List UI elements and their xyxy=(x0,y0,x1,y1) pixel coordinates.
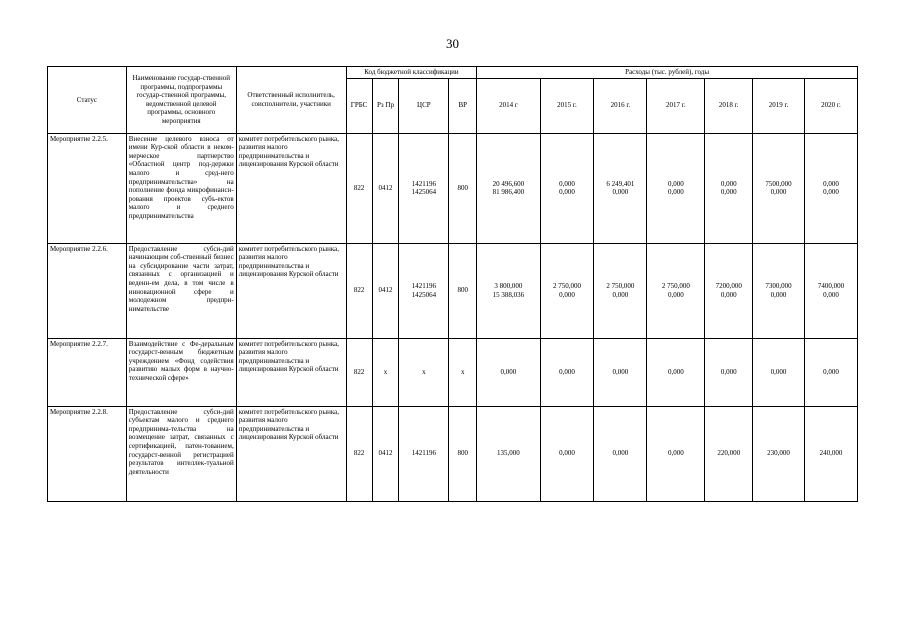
header-csr: ЦСР xyxy=(399,78,449,133)
value-2014: 20 496,600 81 986,400 xyxy=(477,133,540,243)
status-cell: Мероприятие 2.2.5. xyxy=(48,133,127,243)
header-year-2020: 2020 г. xyxy=(804,78,857,133)
header-rzpr: Рз Пр xyxy=(372,78,399,133)
table-row xyxy=(48,243,858,338)
page-number: 30 xyxy=(446,36,459,51)
value-2019: 7300,000 0,000 xyxy=(753,243,805,338)
value-2019: 0,000 xyxy=(753,338,805,406)
value-2019: 7500,000 0,000 xyxy=(753,133,805,243)
status-cell: Мероприятие 2.2.7. xyxy=(48,338,127,406)
grbs-cell: 822 xyxy=(346,406,372,501)
executor-cell: комитет потребительского рынка, развития малого предпринимательства и лицензирования Курской области xyxy=(236,338,346,406)
value-2020: 0,000 0,000 xyxy=(804,133,857,243)
value-2018: 7200,000 0,000 xyxy=(705,243,753,338)
value-2016: 0,000 xyxy=(594,406,647,501)
name-cell: Взаимодействие с Фе-деральным государст-венным бюджетным учреждением «Фонд содействия развитию малых форм в научно-технической сфере» xyxy=(126,338,236,406)
header-name: Наименование государ-ственной программы, подпрограммы государ-ственной программы, ведомственной целевой программы, основного мероприятия xyxy=(126,67,236,134)
header-vr: ВР xyxy=(449,78,477,133)
value-2017: 0,000 xyxy=(647,338,705,406)
name-cell: Предоставление субси-дий начинающим соб-ственный бизнес на субсидирование части затрат, связанных с организацией и веденн-ем дела, в том числе в инновационной сфере и молодежном предпри-нимательстве xyxy=(126,243,236,338)
value-2015: 2 750,000 0,000 xyxy=(540,243,594,338)
vr-cell: 800 xyxy=(449,133,477,243)
value-2018: 0,000 0,000 xyxy=(705,133,753,243)
header-year-2018: 2018 г. xyxy=(705,78,753,133)
header-expenses: Расходы (тыс. рублей), годы xyxy=(477,67,858,79)
name-cell: Предоставление субси-дий субъектам малого и среднего предпринима-тельства на возмещение затрат, связанных с сертификацией, патен-тованием, государст-венной регистрацией результатов интеллек-туальной деятельности xyxy=(126,406,236,501)
status-cell: Мероприятие 2.2.6. xyxy=(48,243,127,338)
grbs-cell: 822 xyxy=(346,133,372,243)
header-year-2014: 2014 г xyxy=(477,78,540,133)
value-2015: 0,000 xyxy=(540,406,594,501)
grbs-cell: 822 xyxy=(346,243,372,338)
rzpr-cell: 0412 xyxy=(372,133,399,243)
table-row xyxy=(48,406,858,501)
budget-table xyxy=(47,66,858,502)
header-grbs: ГРБС xyxy=(346,78,372,133)
value-2016: 2 750,000 0,000 xyxy=(594,243,647,338)
header-year-2017: 2017 г. xyxy=(647,78,705,133)
value-2015: 0,000 xyxy=(540,338,594,406)
value-2017: 0,000 xyxy=(647,406,705,501)
executor-cell: комитет потребительского рынка, развития малого предпринимательства и лицензирования Курской области xyxy=(236,133,346,243)
csr-cell: 1421196 1425064 xyxy=(399,243,449,338)
csr-cell: 1421196 xyxy=(399,406,449,501)
header-budget-code: Код бюджетной классификации xyxy=(346,67,477,79)
rzpr-cell: 0412 xyxy=(372,243,399,338)
header-year-2015: 2015 г. xyxy=(540,78,594,133)
value-2016: 6 249,401 0,000 xyxy=(594,133,647,243)
vr-cell: х xyxy=(449,338,477,406)
csr-cell: х xyxy=(399,338,449,406)
csr-cell: 1421196 1425064 xyxy=(399,133,449,243)
status-cell: Мероприятие 2.2.8. xyxy=(48,406,127,501)
header-executor: Ответственный исполнитель, соисполнители, участники xyxy=(236,67,346,134)
table-row xyxy=(48,338,858,406)
executor-cell: комитет потребительского рынка, развития малого предпринимательства и лицензирования Курской области xyxy=(236,243,346,338)
header-year-2019: 2019 г. xyxy=(753,78,805,133)
header-status: Статус xyxy=(48,67,127,134)
rzpr-cell: 0412 xyxy=(372,406,399,501)
value-2020: 7400,000 0,000 xyxy=(804,243,857,338)
vr-cell: 800 xyxy=(449,406,477,501)
value-2015: 0,000 0,000 xyxy=(540,133,594,243)
executor-cell: комитет потребительского рынка, развития малого предпринимательства и лицензирования Курской области xyxy=(236,406,346,501)
value-2017: 0,000 0,000 xyxy=(647,133,705,243)
value-2019: 230,000 xyxy=(753,406,805,501)
grbs-cell: 822 xyxy=(346,338,372,406)
value-2020: 240,000 xyxy=(804,406,857,501)
vr-cell: 800 xyxy=(449,243,477,338)
table-row xyxy=(48,133,858,243)
value-2018: 0,000 xyxy=(705,338,753,406)
value-2020: 0,000 xyxy=(804,338,857,406)
value-2016: 0,000 xyxy=(594,338,647,406)
value-2017: 2 750,000 0,000 xyxy=(647,243,705,338)
name-cell: Внесение целевого взноса от имени Кур-ской области в неком-мерческое партнерство «Областной центр под-держки малого и сред-него предпринимательства» на пополнение фонда микрофинанси-рования проектов субъ-ектов малого и среднего предпринимательства xyxy=(126,133,236,243)
value-2014: 0,000 xyxy=(477,338,540,406)
rzpr-cell: х xyxy=(372,338,399,406)
value-2014: 3 800,000 15 388,036 xyxy=(477,243,540,338)
value-2018: 220,000 xyxy=(705,406,753,501)
value-2014: 135,000 xyxy=(477,406,540,501)
header-year-2016: 2016 г. xyxy=(594,78,647,133)
